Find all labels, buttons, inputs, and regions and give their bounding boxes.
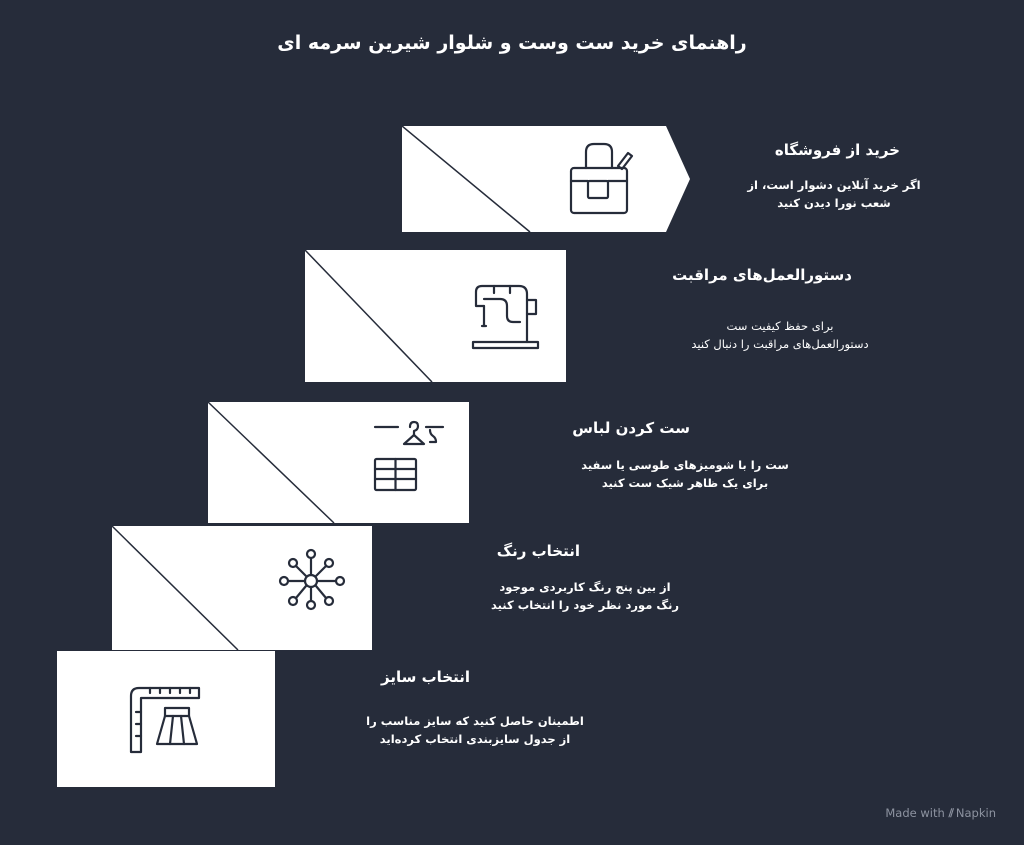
step-3-description — [540, 456, 830, 492]
diagram-title: راهنمای خرید ست وست و شلوار شیرین سرمه ای — [277, 32, 747, 54]
step-3-text — [540, 419, 830, 492]
step-4-description-line-1: از بین پنج رنگ کاربردی موجود — [499, 580, 671, 594]
step-3-description-line-1: ست را با شومیزهای طوسی یا سفید — [581, 458, 789, 472]
step-2-description — [630, 317, 930, 353]
step-2-text — [630, 266, 930, 353]
step-1-description-line-1: اگر خرید آنلاین دشوار است، از — [747, 178, 921, 192]
step-5-title: انتخاب سایز — [381, 668, 470, 686]
step-4-title: انتخاب رنگ — [496, 542, 580, 560]
step-5-text — [330, 668, 620, 748]
step-2-title: دستورالعمل‌های مراقبت — [672, 266, 852, 284]
step-3-block — [208, 402, 469, 523]
step-1-block — [402, 126, 690, 232]
step-2-description-line-1: برای حفظ کیفیت ست — [726, 319, 834, 333]
napkin-logo-icon: ⫽ — [948, 806, 954, 820]
step-4-description — [440, 578, 730, 614]
step-1-title: خرید از فروشگاه — [774, 141, 900, 159]
step-5-description-line-2: از جدول سایزبندی انتخاب کرده‌اید — [379, 732, 571, 746]
step-3-title: ست کردن لباس — [572, 419, 690, 437]
step-5-front-face — [57, 651, 275, 787]
made-with-label: Made with — [885, 806, 945, 820]
step-1-description — [704, 176, 964, 212]
step-4-text — [440, 542, 730, 614]
step-5-block — [57, 651, 275, 787]
step-5-description-line-1: اطمینان حاصل کنید که سایز مناسب را — [366, 714, 584, 728]
step-4-block — [112, 526, 372, 650]
made-with-napkin-footer[interactable] — [885, 806, 996, 821]
step-3-description-line-2: برای یک ظاهر شیک ست کنید — [601, 476, 769, 490]
step-4-description-line-2: رنگ مورد نظر خود را انتخاب کنید — [490, 598, 680, 612]
step-5-description — [330, 712, 620, 748]
step-1-text — [704, 141, 964, 212]
step-2-description-line-2: دستورالعمل‌های مراقبت را دنبال کنید — [691, 337, 869, 351]
napkin-brand-label: Napkin — [955, 806, 996, 820]
step-1-description-line-2: شعب نورا دیدن کنید — [777, 196, 891, 210]
